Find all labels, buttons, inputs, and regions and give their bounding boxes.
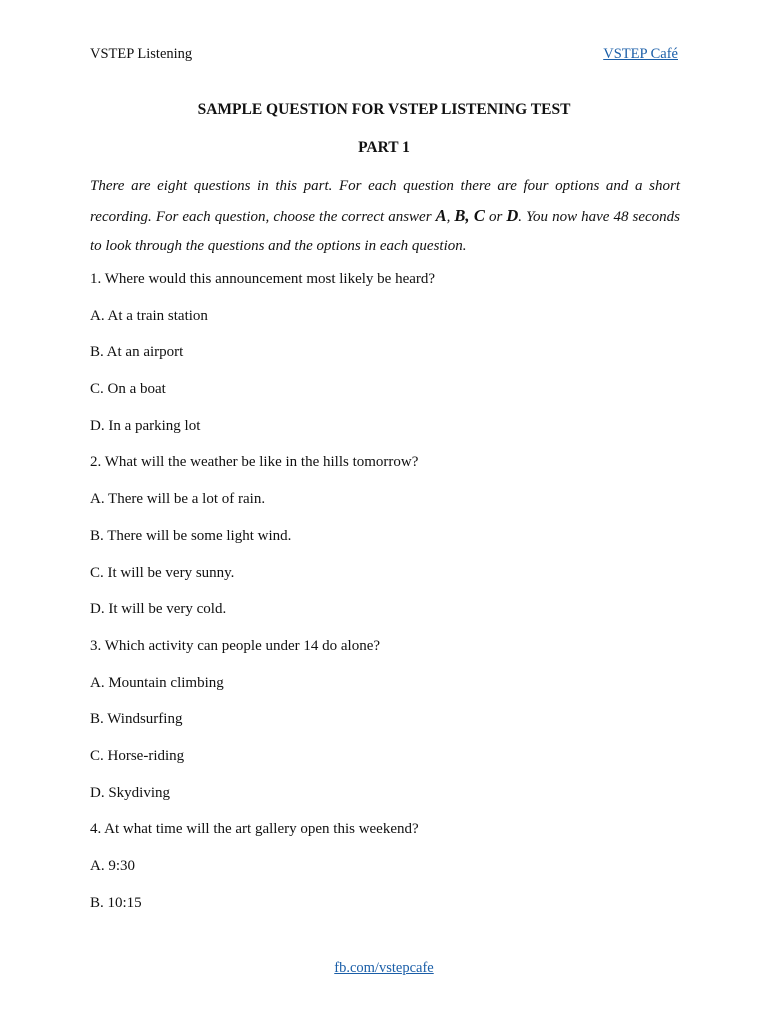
- instructions-text-before: There are eight questions in this part. For each question there are four options and a short recording. For each question, choose the correct answer: [90, 178, 680, 225]
- question-3-prompt: 3. Which activity can people under 14 do alone?: [90, 637, 381, 654]
- question-1-option-c: C. On a boat: [90, 381, 166, 398]
- answer-bc-label: B, C: [454, 206, 485, 225]
- answer-d-label: D: [506, 206, 519, 225]
- part-heading: PART 1: [358, 139, 410, 156]
- footer-link-facebook[interactable]: fb.com/vstepcafe: [334, 960, 434, 976]
- question-1-option-b: B. At an airport: [90, 344, 184, 361]
- header-title: VSTEP Listening: [90, 46, 193, 62]
- question-3-option-a: A. Mountain climbing: [90, 674, 224, 691]
- question-list: [90, 269, 690, 929]
- question-4-option-a: A. 9:30: [90, 858, 135, 874]
- question-2-prompt: 2. What will the weather be like in the hills tomorrow?: [90, 454, 419, 471]
- instructions-paragraph: [90, 172, 680, 261]
- question-2-option-b: B. There will be some light wind.: [90, 527, 292, 544]
- question-3-option-c: C. Horse-riding: [90, 747, 185, 764]
- footer: [0, 960, 768, 977]
- instructions-comma: ,: [446, 209, 455, 225]
- question-4-option-b: B. 10:15: [90, 894, 142, 911]
- question-1-option-a: A. At a train station: [90, 307, 208, 324]
- question-4-prompt: 4. At what time will the art gallery open this weekend?: [90, 821, 419, 838]
- page-title: SAMPLE QUESTION FOR VSTEP LISTENING TEST: [197, 101, 571, 118]
- question-2-option-d: D. It will be very cold.: [90, 601, 227, 618]
- question-2-option-c: C. It will be very sunny.: [90, 564, 235, 581]
- instructions-or: or: [484, 209, 507, 225]
- instructions-text-after: . You now have 48 seconds to look through the questions and the options in each question.: [90, 209, 681, 254]
- question-1-prompt: 1. Where would this announcement most likely be heard?: [90, 271, 436, 287]
- answer-a-label: A: [435, 206, 447, 225]
- question-1-option-d: D. In a parking lot: [90, 417, 201, 434]
- question-2-option-a: A. There will be a lot of rain.: [90, 491, 266, 508]
- question-3-option-d: D. Skydiving: [90, 784, 171, 801]
- header-link-vstep-cafe[interactable]: VSTEP Café: [603, 46, 678, 62]
- question-3-option-b: B. Windsurfing: [90, 711, 183, 728]
